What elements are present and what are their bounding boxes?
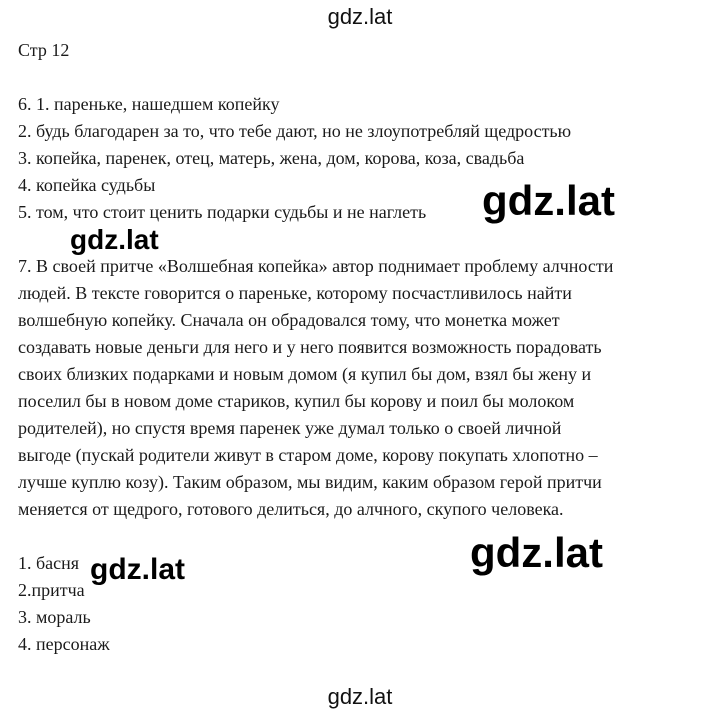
task8-item-1: 1. басня [18, 553, 80, 573]
page-label: Стр 12 [18, 40, 70, 60]
task6-line-1: 6. 1. пареньке, нашедшем копейку [18, 94, 280, 114]
task7-line-9: лучше куплю козу). Таким образом, мы видим, каким образом герой притчи [18, 472, 602, 492]
watermark-overlay-small-1: gdz.lat [70, 224, 159, 255]
task7-line-7: родителей), но спустя время паренек уже думал только о своей личной [18, 418, 562, 438]
task7-line-8: выгоде (пускай родители живут в старом доме, корову покупать хлопотно – [18, 445, 598, 465]
task7-line-10: меняется от щедрого, готового делиться, до алчного, скупого человека. [18, 499, 564, 519]
task6-line-5: 5. том, что стоит ценить подарки судьбы и не наглеть [18, 202, 427, 222]
task7-line-3: волшебную копейку. Сначала он обрадовался тому, что монетка может [18, 310, 560, 330]
task7-line-1: 7. В своей притче «Волшебная копейка» автор поднимает проблему алчности [18, 256, 614, 276]
task6-line-3: 3. копейка, паренек, отец, матерь, жена, дом, корова, коза, свадьба [18, 148, 525, 168]
task6-line-4: 4. копейка судьбы [18, 175, 156, 195]
watermark-overlay-small-2: gdz.lat [90, 553, 185, 586]
task8-item-3: 3. мораль [18, 607, 91, 627]
watermark-overlay-large-1: gdz.lat [482, 177, 615, 224]
watermark-overlay-large-2: gdz.lat [470, 529, 603, 576]
watermark-top: gdz.lat [327, 4, 393, 29]
watermark-bottom: gdz.lat [327, 684, 393, 709]
task6-line-2: 2. будь благодарен за то, что тебе дают, но не злоупотребляй щедростью [18, 121, 572, 141]
task8-item-4: 4. персонаж [18, 634, 110, 654]
task7-line-5: своих близких подарками и новым домом (я купил бы дом, взял бы жену и [18, 364, 592, 384]
task8-item-2: 2.притча [18, 580, 85, 600]
task7-line-6: поселил бы в новом доме стариков, купил бы корову и поил бы молоком [18, 391, 575, 411]
task7-line-4: создавать новые деньги для него и у него появится возможность порадовать [18, 337, 602, 357]
task7-line-2: людей. В тексте говорится о пареньке, которому посчастливилось найти [18, 283, 572, 303]
